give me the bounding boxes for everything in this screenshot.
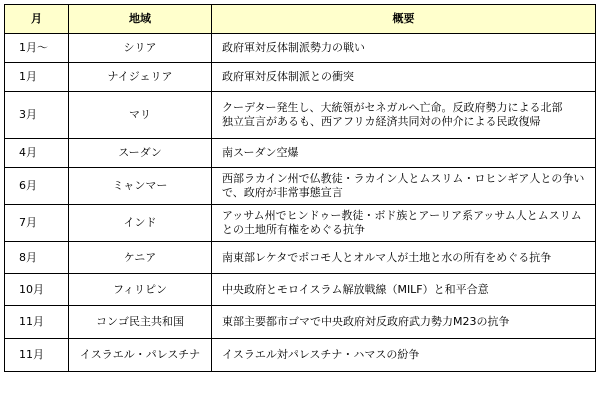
summary-line: 西部ラカイン州で仏教徒・ラカイン人とムスリム・ロヒンギア人との争い (222, 172, 585, 185)
summary-line: で、政府が非常事態宣言 (222, 186, 343, 199)
summary-line: 南スーダン空爆 (222, 146, 299, 159)
cell-summary (212, 242, 596, 274)
cell-region: フィリピン (69, 274, 212, 306)
cell-month: 7月 (5, 205, 69, 242)
summary-line: クーデター発生し、大統領がセネガルへ亡命。反政府勢力による北部 (222, 101, 563, 114)
cell-region: マリ (69, 92, 212, 139)
cell-region: インド (69, 205, 212, 242)
cell-month: 4月 (5, 139, 69, 168)
cell-region: スーダン (69, 139, 212, 168)
cell-summary (212, 63, 596, 92)
header-month: 月 (5, 5, 69, 34)
table-row (5, 63, 596, 92)
cell-summary (212, 139, 596, 168)
cell-month: 1月～ (5, 34, 69, 63)
cell-summary (212, 168, 596, 205)
table-row (5, 274, 596, 306)
cell-month: 3月 (5, 92, 69, 139)
cell-month: 8月 (5, 242, 69, 274)
cell-summary (212, 205, 596, 242)
summary-line: 政府軍対反体制派勢力の戦い (222, 41, 365, 54)
cell-region: コンゴ民主共和国 (69, 306, 212, 339)
cell-region: シリア (69, 34, 212, 63)
cell-region: ナイジェリア (69, 63, 212, 92)
cell-region: ミャンマー (69, 168, 212, 205)
table-row (5, 168, 596, 205)
events-table-container (4, 4, 596, 372)
table-row (5, 242, 596, 274)
cell-month: 11月 (5, 339, 69, 372)
cell-month: 6月 (5, 168, 69, 205)
cell-month: 10月 (5, 274, 69, 306)
cell-summary (212, 306, 596, 339)
table-row (5, 34, 596, 63)
summary-line: 独立宣言があるも、西アフリカ経済共同対の仲介による民政復帰 (222, 115, 541, 128)
table-row (5, 339, 596, 372)
cell-summary (212, 92, 596, 139)
header-summary: 概要 (212, 5, 596, 34)
cell-region: ケニア (69, 242, 212, 274)
summary-line: イスラエル対パレスチナ・ハマスの紛争 (222, 348, 420, 361)
cell-month: 11月 (5, 306, 69, 339)
summary-line: との土地所有権をめぐる抗争 (222, 223, 365, 236)
cell-summary (212, 274, 596, 306)
table-row (5, 306, 596, 339)
cell-month: 1月 (5, 63, 69, 92)
summary-line: 南東部レケタでポコモ人とオルマ人が土地と水の所有をめぐる抗争 (222, 250, 552, 264)
table-row (5, 92, 596, 139)
summary-line: 中央政府とモロイスラム解放戦線（MILF）と和平合意 (222, 282, 489, 296)
summary-line: アッサム州でヒンドゥー教徒・ボド族とアーリア系アッサム人とムスリム (222, 209, 582, 222)
table-header (5, 5, 596, 34)
table-body (5, 34, 596, 372)
cell-region: イスラエル・パレスチナ (69, 339, 212, 372)
summary-line: 政府軍対反体制派との衝突 (222, 70, 354, 83)
header-region: 地域 (69, 5, 212, 34)
table-row (5, 139, 596, 168)
header-row (5, 5, 596, 34)
summary-line: 東部主要都市ゴマで中央政府対反政府武力勢力M23の抗争 (222, 315, 510, 328)
cell-summary (212, 34, 596, 63)
conflict-events-table (4, 4, 596, 372)
table-row (5, 205, 596, 242)
cell-summary (212, 339, 596, 372)
